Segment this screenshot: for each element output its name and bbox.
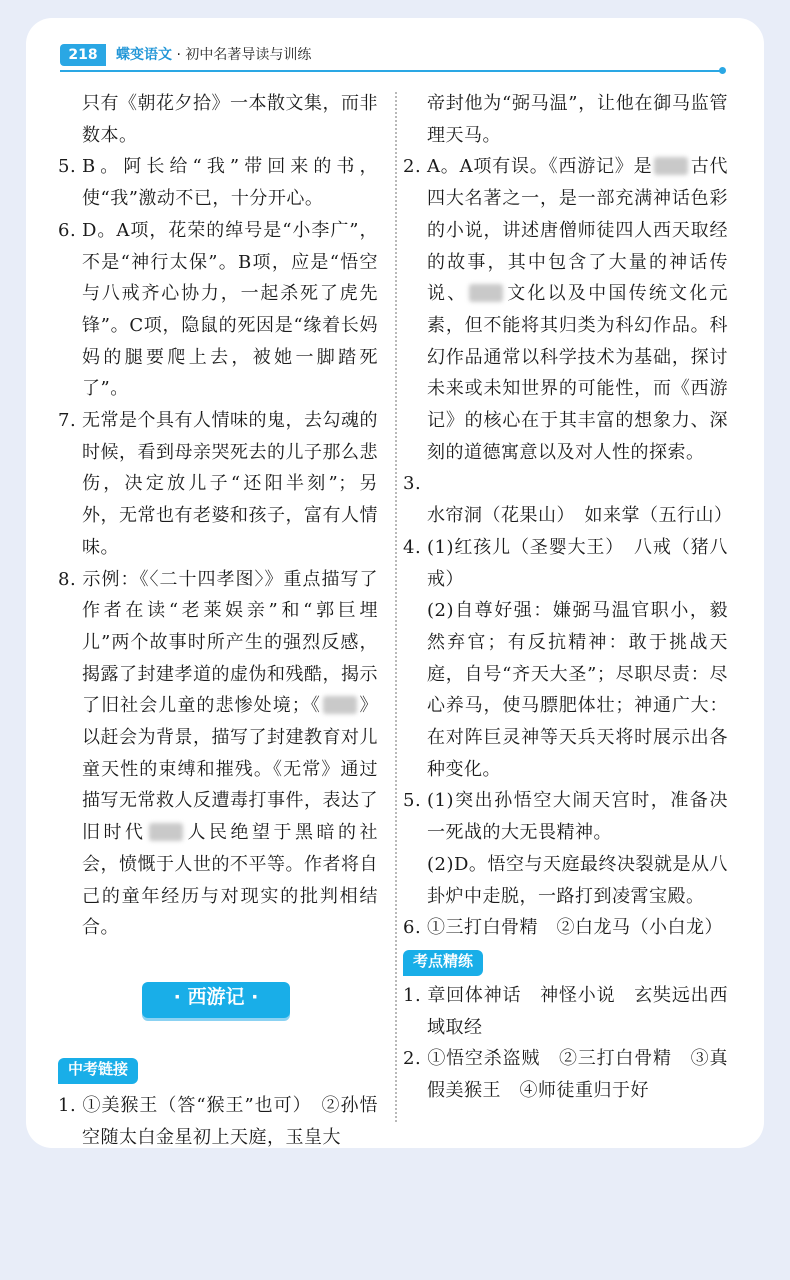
answer-item: [403, 468, 733, 531]
header-rule: [60, 70, 722, 72]
right-column: [403, 88, 733, 1107]
answer-text-part: 人民绝望于黑暗的社会，愤慨于人世的不平等。作者将自己的童年经历与对现实的批判相结合。: [82, 822, 378, 939]
answer-item: [403, 785, 728, 848]
answer-number: 2.: [403, 1048, 422, 1070]
practice-item: [403, 980, 728, 1043]
left-column: [58, 88, 378, 1153]
page-number: 218: [60, 44, 106, 66]
answer-number: 6.: [403, 917, 422, 939]
answer-number: 2.: [403, 156, 422, 178]
section-tag-practice: 考点精练: [403, 950, 483, 976]
page-header: [60, 40, 728, 74]
answer-text: ①三打白骨精 ②白龙马（小白龙）: [427, 917, 723, 939]
section-tag-exam-link: 中考链接: [58, 1058, 138, 1084]
answer-number: 4.: [403, 536, 422, 558]
answer-subitem: (2)D。悟空与天庭最终决裂就是从八卦炉中走脱，一路打到凌霄宝殿。: [427, 853, 728, 907]
column-divider: [395, 92, 397, 1122]
answer-subitem: (2)自尊好强：嫌弼马温官职小，毅然弃官；有反抗精神：敢于挑战天庭，自号“齐天大圣”；尽职尽责：尽心养马，使马膘肥体壮；神通广大：在对阵巨灵神等天兵天将时展示出各种变化。: [427, 600, 728, 780]
answer-text-part: 》以赶会为背景，描写了封建教育对儿童天性的束缚和摧残。《无常》通过描写无常救人反遭毒打事件，表达了旧时代: [82, 695, 379, 844]
answer-item: [58, 1090, 378, 1153]
answer-text: 章回体神话 神怪小说 玄奘远出西域取经: [427, 984, 728, 1038]
answer-continuation: 只有《朝花夕拾》一本散文集，而非数本。: [82, 93, 378, 146]
answer-text-part: 古代四大名著之一，是一部充满神话色彩的小说，讲述唐僧师徒四人西天取经的故事，其中包含了大量的神话传说、: [427, 156, 729, 305]
answer-text: 水帘洞（花果山） 如来掌（五行山）: [427, 505, 733, 527]
book-subtitle: 初中名著导读与训练: [185, 47, 312, 63]
answer-text: (1)红孩儿（圣婴大王） 八戒（猪八戒）: [427, 536, 728, 590]
practice-item: [403, 1043, 728, 1106]
answer-item: [403, 151, 728, 468]
answer-item: [403, 532, 728, 595]
answer-number: 7.: [58, 410, 77, 432]
answer-item: [403, 912, 728, 944]
answer-item: [58, 564, 378, 944]
blurred-text-redaction: [149, 823, 183, 841]
answer-text-part: A。A项有误。《西游记》是: [427, 156, 653, 178]
answer-text-part: 示例：《〈二十四孝图〉》重点描写了作者在读“老莱娱亲”和“郭巨埋儿”两个故事时所产生的强烈反感，揭露了封建孝道的虚伪和残酷，揭示了旧社会儿童的悲惨处境；《: [82, 568, 378, 717]
section-title-banner: · 西游记 ·: [142, 982, 290, 1018]
title-separator: ·: [176, 47, 181, 63]
answer-text-part: 文化以及中国传统文化元素，但不能将其归类为科幻作品。科幻作品通常以科学技术为基础，探讨未来或未知世界的可能性，而《西游记》的核心在于其丰富的想象力、深刻的道德寓意以及对人性的探索。: [427, 283, 729, 463]
answer-number: 5.: [403, 790, 422, 812]
book-title: [116, 44, 311, 66]
answer-text: 无常是个具有人情味的鬼，去勾魂的时候，看到母亲哭死去的儿子那么悲伤，决定放儿子“还阳半刻”；另外，无常也有老婆和孩子，富有人情味。: [82, 410, 378, 558]
answer-number: 3.: [403, 473, 422, 495]
brand-name: 蝶变语文: [116, 47, 172, 63]
answer-number: 5.: [58, 156, 77, 178]
answer-item: [58, 215, 378, 405]
answer-text: D。A项，花荣的绰号是“小李广”，不是“神行太保”。B项，应是“悟空与八戒齐心协力，一起杀死了虎先锋”。C项，隐鼠的死因是“缘着长妈妈的腿要爬上去，被她一脚踏死了”。: [82, 219, 378, 400]
answer-number: 6.: [58, 219, 77, 241]
answer-text: B。阿长给“我”带回来的书，使“我”激动不已，十分开心。: [82, 156, 378, 210]
answer-number: 8.: [58, 568, 77, 590]
header-rule-dot: [719, 67, 726, 74]
answer-number: 1.: [403, 984, 422, 1006]
answer-number: 1.: [58, 1094, 77, 1116]
answer-text: ①悟空杀盗贼 ②三打白骨精 ③真假美猴王 ④师徒重归于好: [427, 1048, 728, 1102]
blurred-text-redaction: [654, 157, 688, 175]
answer-item: [58, 405, 378, 564]
blurred-text-redaction: [323, 696, 357, 714]
answer-text: ①美猴王（答“猴王”也可） ②孙悟空随太白金星初上天庭，玉皇大: [82, 1094, 378, 1148]
answer-continuation: 帝封他为“弼马温”，让他在御马监管理天马。: [427, 93, 728, 146]
blurred-text-redaction: [469, 284, 503, 302]
answer-text: (1)突出孙悟空大闹天宫时，准备决一死战的大无畏精神。: [427, 790, 728, 844]
answer-item: [58, 151, 378, 214]
